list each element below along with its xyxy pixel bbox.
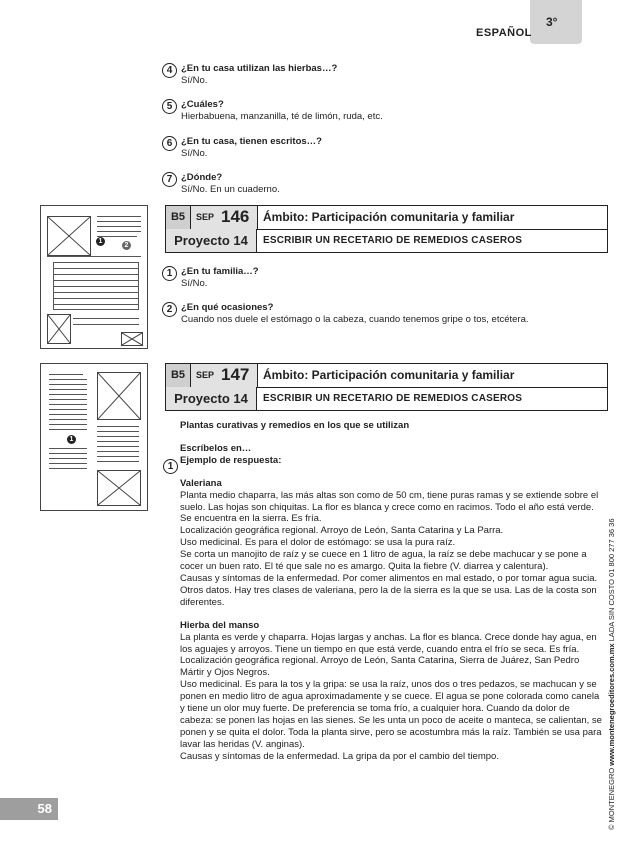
image-placeholder-icon [97, 372, 141, 420]
project-title: ESCRIBIR UN RECETARIO DE REMEDIOS CASEROS [263, 235, 523, 246]
ambito-title: Ámbito: Participación comunitaria y familiar [263, 210, 515, 224]
question-number: 6 [162, 136, 177, 151]
project-label: Proyecto 14 [166, 387, 257, 410]
plant-location: Localización geográfica regional. Arroyo de León, Santa Catarina, Sierra de Juárez, San Pedro Mártir y Ojos Negros. [180, 655, 580, 679]
section-header-147 [165, 363, 608, 411]
sep-box [191, 364, 258, 387]
image-placeholder-icon [97, 470, 141, 506]
plant-description: Planta medio chaparra, las más altas son como de 50 cm, tiene puras ramas y se extiende sobre el suelo. Las hojas son chiquitas. La flor es blanca y crece como en racimos. Todo el año está verde. Se encuentra en la sierra. Es fría. [180, 489, 599, 525]
plant-preparation: Se corta un manojito de raíz y se cuece en 1 litro de agua, la raíz se debe machucar y se pone a cocer un buen rato. El té que sale no es amargo. Quita la fiebre (V. diarrea y calentura). [180, 549, 587, 573]
plant-causes: Causas y síntomas de la enfermedad. La gripa da por el cambio del tiempo. [180, 750, 499, 762]
sep-label: SEP [196, 212, 215, 222]
plant-description: La planta es verde y chaparra. Hojas largas y anchas. La flor es blanca. Crece donde hay agua, en los aguajes y arroyos. Tiene un tiempo en que está verde, cuando entra el frío se seca. Es fría. [180, 631, 597, 655]
page-number: 58 [0, 798, 58, 820]
question-text: ¿En tu casa utilizan las hierbas…? [181, 63, 338, 74]
marker-1: 1 [96, 237, 105, 246]
answer-text: Hierbabuena, manzanilla, té de limón, ruda, etc. [181, 111, 383, 122]
image-placeholder-icon [47, 216, 91, 256]
image-placeholder-icon [121, 332, 143, 346]
sep-page-number: 146 [221, 207, 250, 226]
answer-text: Sí/No. [181, 148, 208, 159]
question-number: 1 [162, 266, 177, 281]
question-number: 5 [162, 99, 177, 114]
intro-heading: Plantas curativas y remedios en los que se utilizan [180, 420, 410, 431]
plant-medicinal-use: Uso medicinal. Es para la tos y la gripa: se usa la raíz, unos dos o tres pedazos, se machucan y se ponen en medio litro de agua aproximadamente y se cuece. El agua se pone colorada como canela y tiene un olor muy fuerte. De preferencia se toma frío, a cualquier hora. Cuando da dolor de cabeza: se ponen las hojas en las sienes. Se les unta un poco de aceite o manteca, se calientan, se ponen y se quita el dolor. Toda la planta sirve, pero se acostumbra más la raíz. También se usa para lavar las heridas (V. anginas). [180, 679, 602, 750]
answer-text: Sí/No. [181, 75, 208, 86]
question-text: ¿En tu familia…? [181, 266, 259, 277]
answer-text: Sí/No. En un cuaderno. [181, 184, 280, 195]
question-item [162, 63, 602, 87]
question-item [162, 136, 602, 160]
project-title: ESCRIBIR UN RECETARIO DE REMEDIOS CASEROS [263, 393, 523, 404]
sep-box [191, 206, 258, 229]
plant-medicinal-use: Uso medicinal. Es para el dolor de estómago: se usa la pura raíz. [180, 537, 456, 549]
answer-text: Sí/No. [181, 278, 208, 289]
question-text: ¿En qué ocasiones? [181, 302, 274, 313]
page-thumbnail [40, 205, 148, 349]
block-label: B5 [166, 364, 191, 387]
subject-label: ESPAÑOL [476, 27, 532, 39]
copyright-brand: © MONTENEGRO [607, 767, 616, 830]
marker-2: 2 [122, 241, 131, 250]
answer-body [180, 420, 605, 763]
copyright-lada: LADA SIN COSTO 01 800 277 36 36 [607, 518, 616, 642]
question-text: ¿Cuáles? [181, 99, 224, 110]
question-item [162, 99, 602, 123]
question-number: 2 [162, 302, 177, 317]
ambito-title: Ámbito: Participación comunitaria y familiar [263, 368, 515, 382]
plant-other-data: Otros datos. Hay tres clases de valeriana, pero la de la sierra es la que se usa. Las de la costa son diferentes. [180, 584, 597, 608]
plant-location: Localización geográfica regional. Arroyo de León, Santa Catarina y La Parra. [180, 525, 504, 537]
question-number: 7 [162, 172, 177, 187]
sep-label: SEP [196, 370, 215, 380]
copyright-url: www.montenegroeditores.com.mx [607, 643, 616, 766]
answer-text: Cuando nos duele el estómago o la cabeza, cuando tenemos gripe o tos, etcétera. [181, 314, 529, 325]
question-text: ¿Dónde? [181, 172, 223, 183]
plant-causes: Causas y síntomas de la enfermedad. Por comer alimentos en mal estado, o por tomar agua sucia. [180, 572, 598, 584]
page-thumbnail [40, 363, 148, 511]
question-item [162, 172, 602, 196]
image-placeholder-icon [47, 314, 71, 344]
section-header-146 [165, 205, 608, 253]
sep-page-number: 147 [221, 365, 250, 384]
instruction-text: Escríbelos en… [180, 442, 252, 454]
question-text: ¿En tu casa, tienen escritos…? [181, 136, 322, 147]
grade-label: 3° [546, 15, 558, 29]
plant-name: Hierba del manso [180, 619, 260, 631]
project-label: Proyecto 14 [166, 229, 257, 252]
question-item [162, 302, 602, 326]
copyright-notice [607, 519, 616, 831]
block-label: B5 [166, 206, 191, 229]
marker-1: 1 [67, 435, 76, 444]
question-number: 4 [162, 63, 177, 78]
plant-name: Valeriana [180, 477, 222, 489]
example-label: Ejemplo de respuesta: [180, 454, 282, 466]
question-item [162, 266, 602, 290]
question-number: 1 [163, 459, 178, 474]
